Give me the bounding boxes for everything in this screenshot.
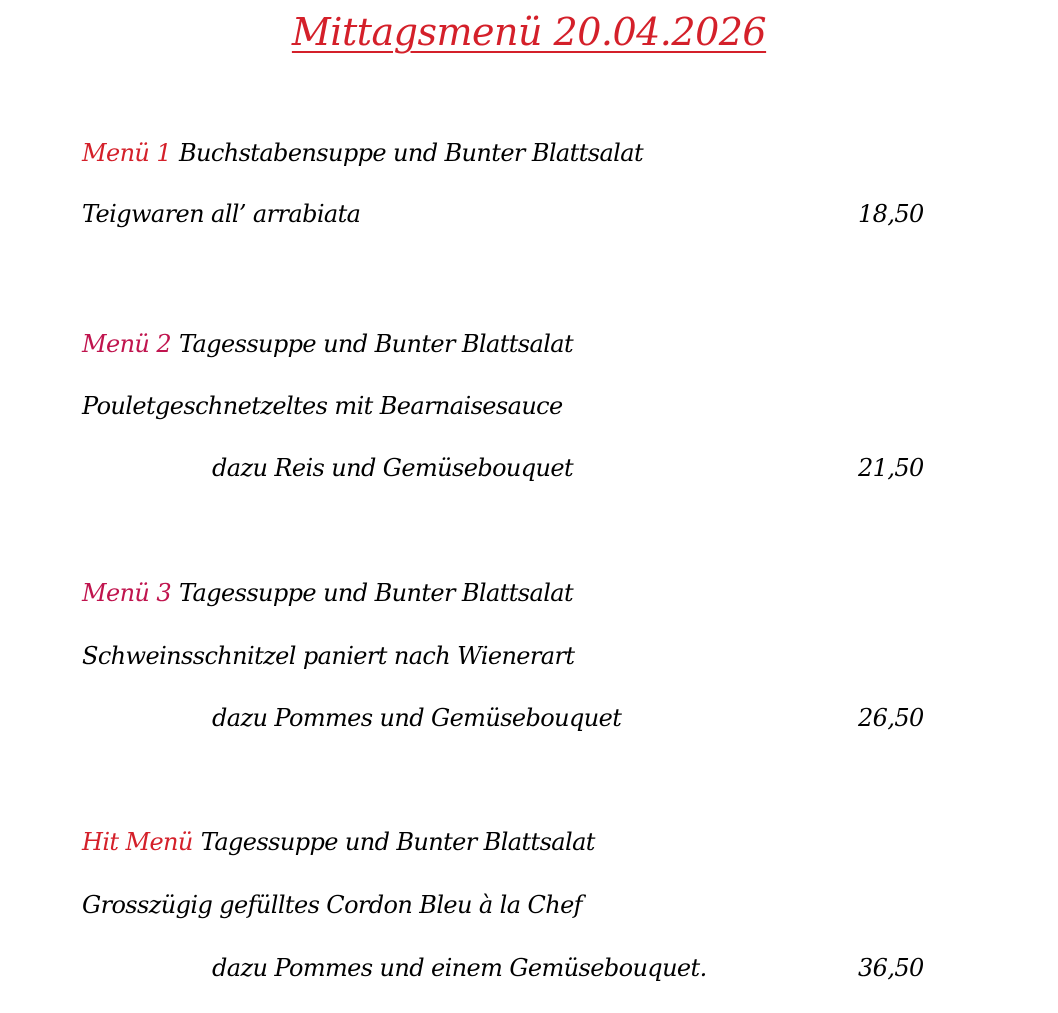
menu-1-starter-line <box>82 137 643 169</box>
menu-2-side: dazu Reis und Gemüsebouquet <box>212 454 574 482</box>
menu-3-starter: Tagessuppe und Bunter Blattsalat <box>179 579 574 607</box>
menu-2-main: Pouletgeschnetzeltes mit Bearnaisesauce <box>82 392 563 420</box>
menu-1-main: Teigwaren all’ arrabiata <box>82 200 361 228</box>
menu-title: Mittagsmenü 20.04.2026 <box>291 10 767 54</box>
menu-3-label: Menü 3 <box>82 579 171 607</box>
hit-menu-side: dazu Pommes und einem Gemüsebouquet. <box>212 954 707 982</box>
menu-3-starter-line <box>82 577 573 609</box>
hit-menu-price: 36,50 <box>858 954 924 982</box>
menu-3-price: 26,50 <box>858 704 924 732</box>
menu-1-price: 18,50 <box>858 200 924 228</box>
hit-menu-label: Hit Menü <box>82 828 193 856</box>
hit-menu-main: Grosszügig gefülltes Cordon Bleu à la Chef <box>82 891 582 919</box>
hit-menu-starter: Tagessuppe und Bunter Blattsalat <box>200 828 595 856</box>
menu-3-side: dazu Pommes und Gemüsebouquet <box>212 704 622 732</box>
menu-2-label: Menü 2 <box>82 330 171 358</box>
menu-3-main: Schweinsschnitzel paniert nach Wienerart <box>82 642 575 670</box>
menu-2-starter: Tagessuppe und Bunter Blattsalat <box>179 330 574 358</box>
hit-menu-starter-line <box>82 826 595 858</box>
menu-2-price: 21,50 <box>858 454 924 482</box>
menu-2-starter-line <box>82 328 573 360</box>
menu-1-starter: Buchstabensuppe und Bunter Blattsalat <box>179 139 643 167</box>
menu-1-label: Menü 1 <box>82 139 171 167</box>
